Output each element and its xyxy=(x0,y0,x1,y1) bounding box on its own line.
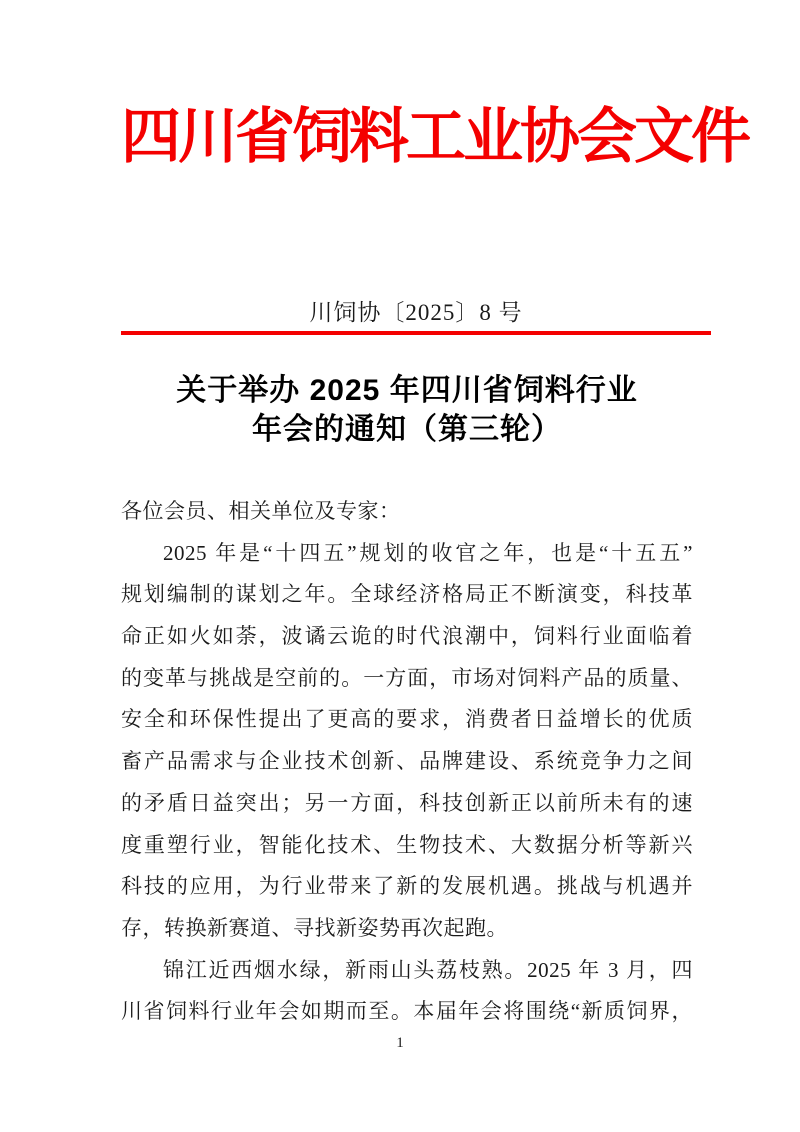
document-body xyxy=(121,491,693,1033)
document-number: 川饲协〔2025〕8 号 xyxy=(309,300,523,325)
body-line: 畜产品需求与企业技术创新、品牌建设、系统竞争力之间 xyxy=(121,749,693,774)
body-line: 科技的应用，为行业带来了新的发展机遇。挑战与机遇并 xyxy=(121,874,693,899)
body-line: 命正如火如荼，波谲云诡的时代浪潮中，饲料行业面临着 xyxy=(121,624,693,649)
body-line: 2025 年是“十四五”规划的收官之年，也是“十五五” xyxy=(163,540,693,565)
document-header-banner: 四川省饲料工业协会文件 xyxy=(121,104,748,170)
document-title-line1: 关于举办 2025 年四川省饲料行业 xyxy=(176,374,638,407)
body-line: 川省饲料行业年会如期而至。本届年会将围绕“新质饲界， xyxy=(121,999,693,1024)
body-line-salutation: 各位会员、相关单位及专家： xyxy=(121,499,401,523)
red-divider-rule xyxy=(121,331,711,335)
body-line: 的矛盾日益突出；另一方面，科技创新正以前所未有的速 xyxy=(121,790,693,815)
body-line: 度重塑行业，智能化技术、生物技术、大数据分析等新兴 xyxy=(121,832,693,857)
body-line: 存，转换新赛道、寻找新姿势再次起跑。 xyxy=(121,915,508,940)
document-title-line2: 年会的通知（第三轮） xyxy=(252,413,562,446)
body-line: 锦江近西烟水绿，新雨山头荔枝熟。2025 年 3 月，四 xyxy=(163,957,693,982)
document-title xyxy=(121,371,693,449)
body-line: 的变革与挑战是空前的。一方面，市场对饲料产品的质量、 xyxy=(121,665,693,690)
body-line: 规划编制的谋划之年。全球经济格局正不断演变，科技革 xyxy=(121,582,693,607)
page-number: 1 xyxy=(396,1035,404,1051)
body-line: 安全和环保性提出了更高的要求，消费者日益增长的优质 xyxy=(121,707,693,732)
